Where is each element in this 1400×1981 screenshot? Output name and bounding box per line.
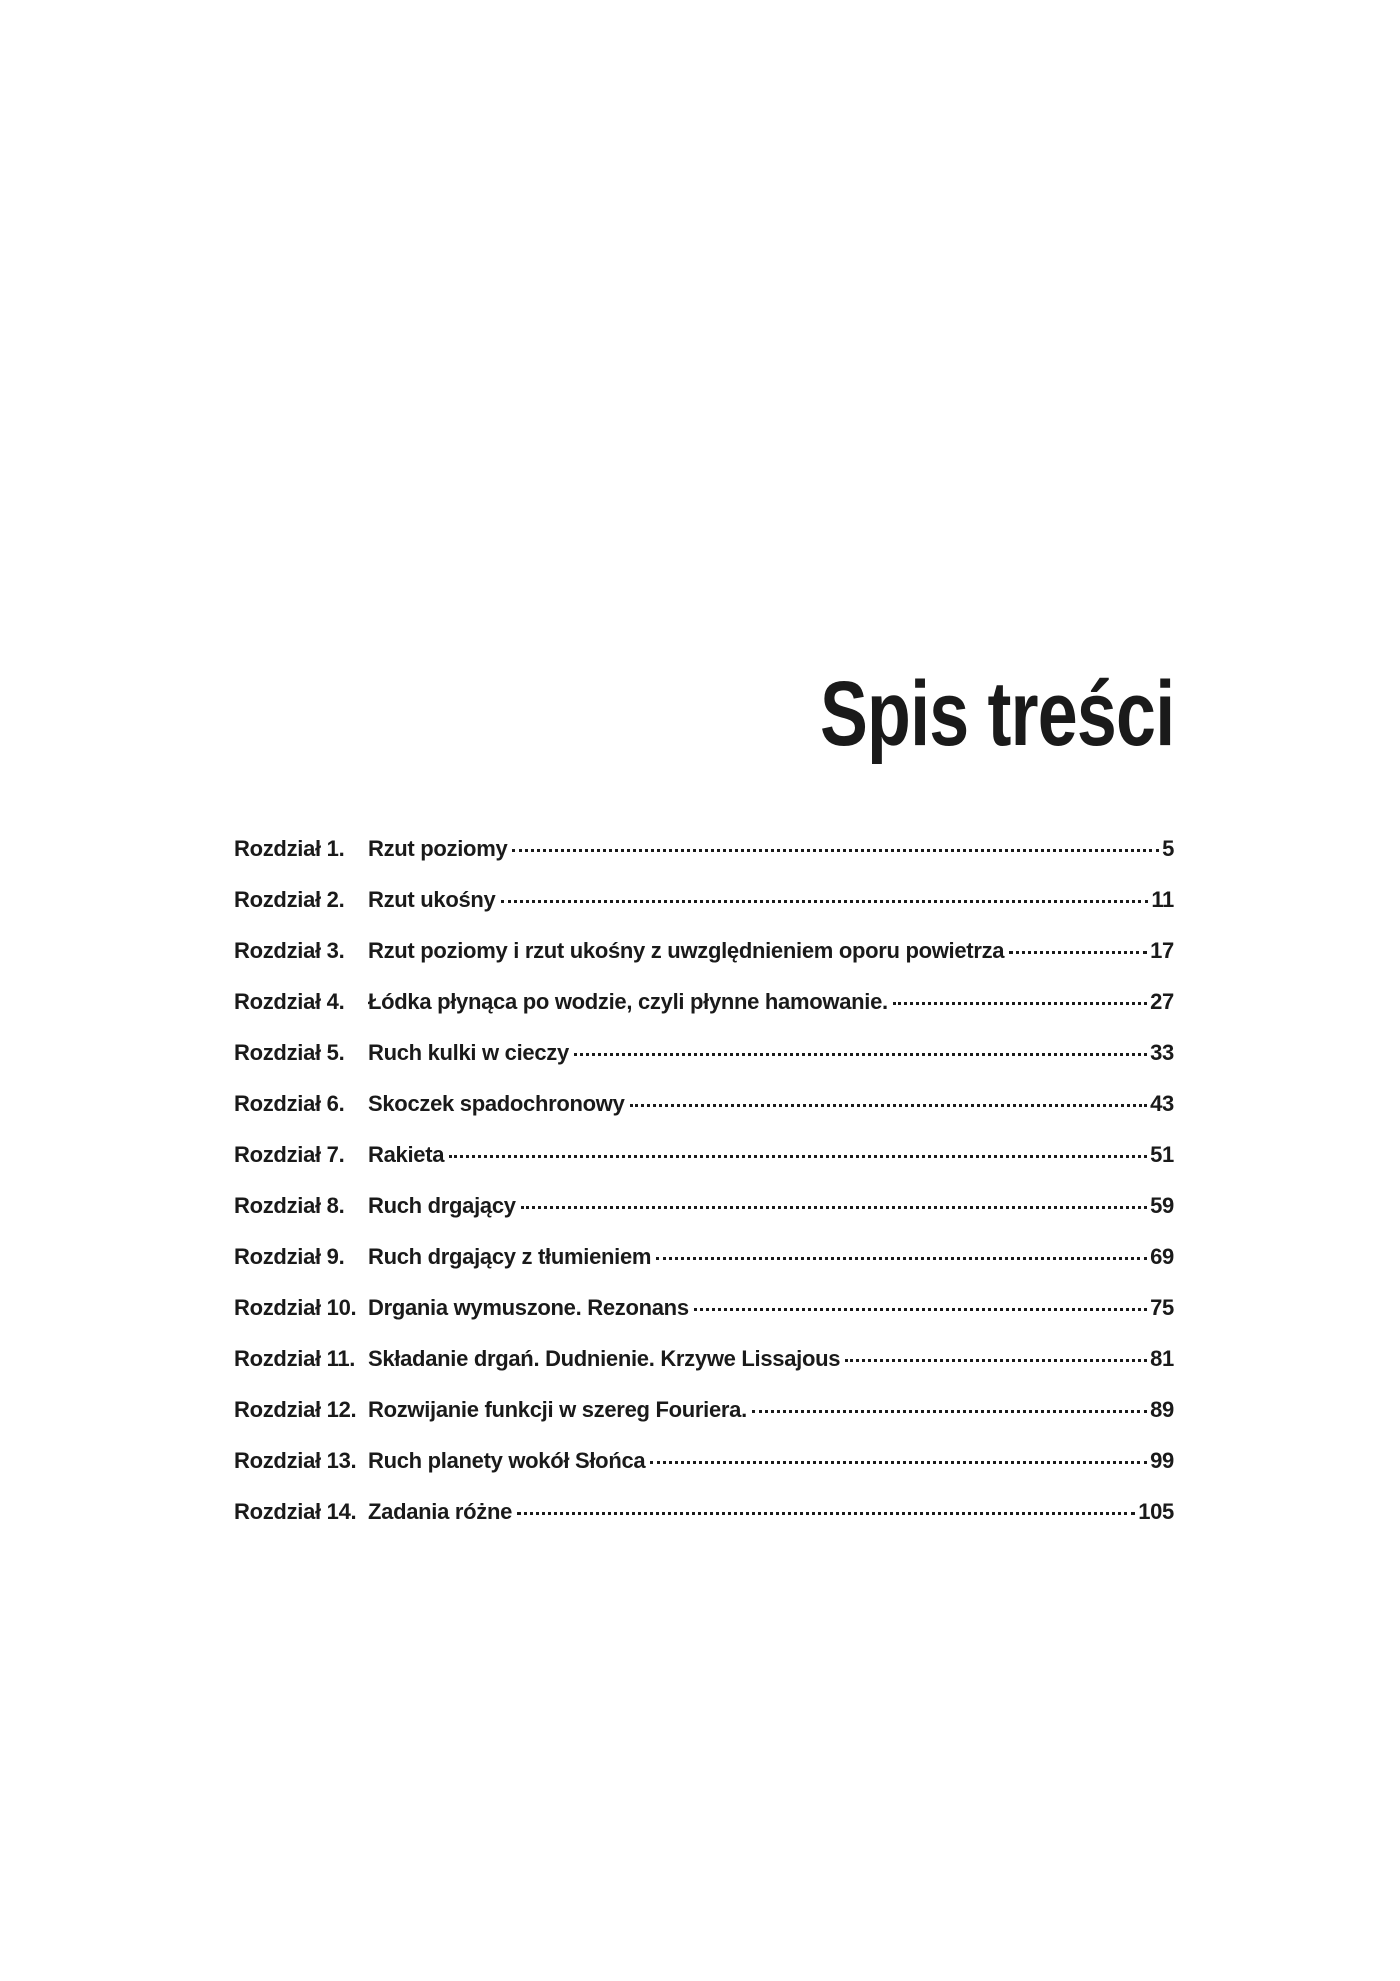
chapter-label: Rozdział 14.	[234, 1499, 357, 1524]
page-number: 11	[1151, 887, 1174, 912]
toc-entry-7[interactable]	[234, 1142, 1174, 1193]
table-of-contents	[234, 836, 1174, 1550]
chapter-label: Rozdział 4.	[234, 989, 345, 1014]
dot-leader	[449, 1155, 1147, 1158]
dot-leader	[521, 1206, 1147, 1209]
page-number: 33	[1150, 1040, 1174, 1065]
toc-entry-12[interactable]	[234, 1397, 1174, 1448]
page-number: 99	[1150, 1448, 1174, 1473]
chapter-title: Drgania wymuszone. Rezonans	[368, 1295, 689, 1320]
chapter-label: Rozdział 1.	[234, 836, 345, 861]
dot-leader	[512, 849, 1159, 852]
page-number: 51	[1150, 1142, 1174, 1167]
toc-entry-14[interactable]	[234, 1499, 1174, 1550]
toc-entry-9[interactable]	[234, 1244, 1174, 1295]
chapter-label: Rozdział 9.	[234, 1244, 345, 1269]
chapter-title: Rzut poziomy i rzut ukośny z uwzględnieniem oporu powietrza	[368, 938, 1005, 963]
chapter-title: Rzut ukośny	[368, 887, 496, 912]
chapter-label: Rozdział 6.	[234, 1091, 345, 1116]
dot-leader	[517, 1512, 1135, 1515]
page-number: 105	[1138, 1499, 1174, 1524]
page-number: 69	[1150, 1244, 1174, 1269]
dot-leader	[501, 900, 1149, 903]
toc-entry-4[interactable]	[234, 989, 1174, 1040]
chapter-label: Rozdział 5.	[234, 1040, 345, 1065]
chapter-label: Rozdział 10.	[234, 1295, 357, 1320]
chapter-label: Rozdział 12.	[234, 1397, 357, 1422]
chapter-title: Ruch kulki w cieczy	[368, 1040, 569, 1065]
page-number: 59	[1150, 1193, 1174, 1218]
chapter-title: Rozwijanie funkcji w szereg Fouriera.	[368, 1397, 747, 1422]
chapter-title: Zadania różne	[368, 1499, 513, 1524]
dot-leader	[1009, 951, 1147, 954]
dot-leader	[845, 1359, 1147, 1362]
chapter-title: Ruch planety wokół Słońca	[368, 1448, 646, 1473]
dot-leader	[694, 1308, 1147, 1311]
chapter-label: Rozdział 7.	[234, 1142, 345, 1167]
chapter-label: Rozdział 8.	[234, 1193, 345, 1218]
dot-leader	[752, 1410, 1147, 1413]
dot-leader	[656, 1257, 1147, 1260]
page-number: 5	[1162, 836, 1174, 861]
chapter-label: Rozdział 2.	[234, 887, 345, 912]
dot-leader	[574, 1053, 1147, 1056]
chapter-title: Rakieta	[368, 1142, 445, 1167]
chapter-label: Rozdział 13.	[234, 1448, 357, 1473]
page-number: 43	[1150, 1091, 1174, 1116]
toc-entry-2[interactable]	[234, 887, 1174, 938]
toc-entry-8[interactable]	[234, 1193, 1174, 1244]
toc-entry-10[interactable]	[234, 1295, 1174, 1346]
page-number: 89	[1150, 1397, 1174, 1422]
toc-entry-13[interactable]	[234, 1448, 1174, 1499]
dot-leader	[630, 1104, 1148, 1107]
page-number: 75	[1150, 1295, 1174, 1320]
page-number: 17	[1150, 938, 1174, 963]
chapter-title: Rzut poziomy	[368, 836, 508, 861]
chapter-title: Ruch drgający z tłumieniem	[368, 1244, 652, 1269]
toc-entry-6[interactable]	[234, 1091, 1174, 1142]
chapter-title: Składanie drgań. Dudnienie. Krzywe Lissajous	[368, 1346, 841, 1371]
dot-leader	[893, 1002, 1147, 1005]
chapter-title: Skoczek spadochronowy	[368, 1091, 625, 1116]
toc-entry-1[interactable]	[234, 836, 1174, 887]
page-title: Spis treści	[819, 663, 1174, 765]
toc-entry-11[interactable]	[234, 1346, 1174, 1397]
page-number: 81	[1150, 1346, 1174, 1371]
chapter-title: Łódka płynąca po wodzie, czyli płynne hamowanie.	[368, 989, 888, 1014]
toc-entry-5[interactable]	[234, 1040, 1174, 1091]
chapter-title: Ruch drgający	[368, 1193, 516, 1218]
chapter-label: Rozdział 3.	[234, 938, 345, 963]
toc-entry-3[interactable]	[234, 938, 1174, 989]
chapter-label: Rozdział 11.	[234, 1346, 356, 1371]
page-number: 27	[1150, 989, 1174, 1014]
dot-leader	[650, 1461, 1147, 1464]
